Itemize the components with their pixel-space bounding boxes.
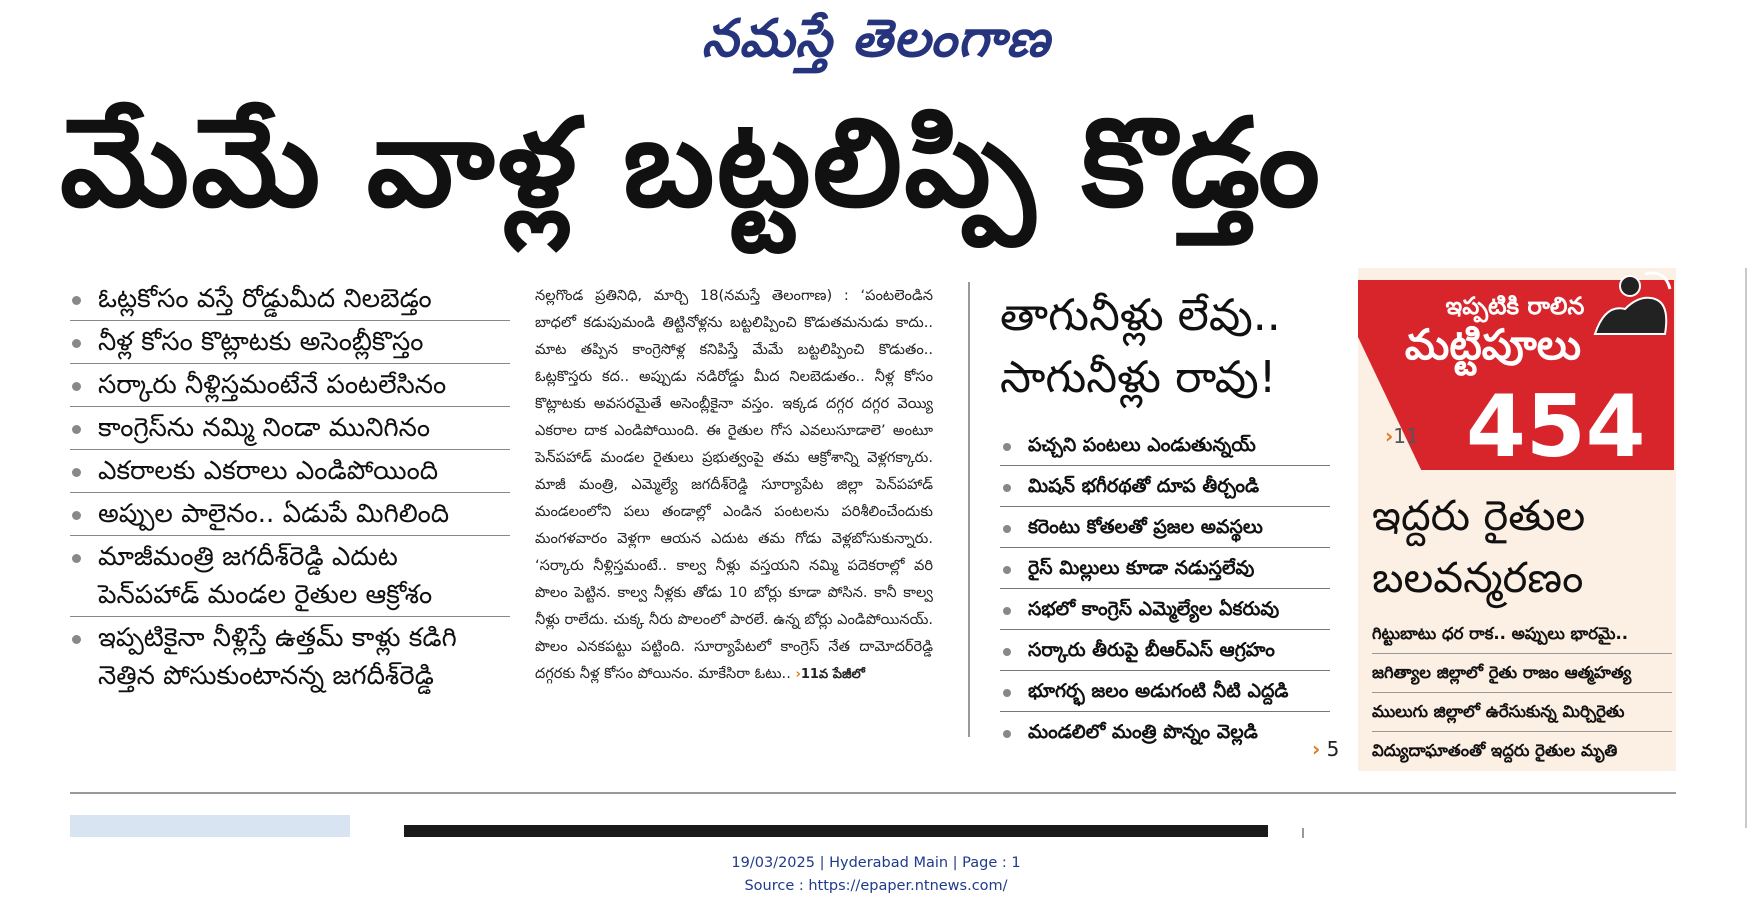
masthead-logo: నమస్తే తెలంగాణ [701, 8, 1051, 69]
page-ref-link[interactable]: › 5 [1312, 737, 1340, 761]
page-footer [0, 852, 1752, 898]
water-story-headline: తాగునీళ్లు లేవు.. సాగునీళ్లు రావు! [1000, 290, 1281, 403]
main-headline: మేమే వాళ్ల బట్టలిప్పి కొడ్తం [60, 92, 1323, 234]
red-banner-title: మట్టిపూలు [1404, 320, 1582, 369]
next-story-block [70, 815, 350, 837]
bullet-item: నీళ్ల కోసం కొట్లాటకు అసెంబ్లీకొస్తం [70, 321, 510, 364]
box-list [1372, 615, 1672, 770]
headline-bullet-list [70, 278, 510, 697]
list-item: ములుగు జిల్లాలో ఉరేసుకున్న మిర్చిరైతు [1372, 693, 1672, 732]
page-edge-divider [1745, 268, 1747, 828]
bullet-item: ఓట్లకోసం వస్తే రోడ్డుమీద నిలబెడ్తం [70, 278, 510, 321]
section-divider [70, 792, 1676, 794]
red-banner-kicker: ఇప్పటికి రాలిన [1445, 292, 1585, 320]
death-count: 454 [1466, 377, 1646, 477]
list-item: గిట్టుబాటు ధర రాక.. అప్పులు భారమై.. [1372, 615, 1672, 654]
box-headline: ఇద్దరు రైతుల బలవన్మరణం [1372, 491, 1586, 602]
next-story-image [404, 825, 1268, 837]
list-item: విద్యుదాఘాతంతో ఇద్దరు రైతుల మృతి [1372, 741, 1618, 760]
bullet-item: కాంగ్రెస్‌ను నమ్మి నిండా మునిగినం [70, 407, 510, 450]
list-item: పచ్చని పంటలు ఎండుతున్నయ్ [1000, 425, 1330, 466]
bullet-item: సర్కారు నీళ్లిస్తమంటేనే పంటలేసినం [70, 364, 510, 407]
list-item: సభలో కాంగ్రెస్ ఎమ్మెల్యేల ఏకరువు [1000, 589, 1330, 630]
bullet-item: అప్పుల పాలైనం.. ఏడుపే మిగిలింది [70, 493, 510, 536]
footer-date-edition: 19/03/2025 | Hyderabad Main | Page : 1 [731, 855, 1021, 871]
list-item: రైస్ మిల్లులు కూడా నడుస్తలేవు [1000, 548, 1330, 589]
bullet-item: ఇప్పటికైనా నీళ్లిస్తే ఉత్తమ్ కాళ్లు కడిగి నెత్తిన పోసుకుంటానన్న జగదీశ్‌రెడ్డి [70, 617, 510, 697]
list-item: భూగర్భ జలం అడుగంటి నీటి ఎద్దడి [1000, 671, 1330, 712]
bullet-item: ఎకరాలకు ఎకరాలు ఎండిపోయింది [70, 450, 510, 493]
continued-link[interactable]: ›11వ పేజీలో [795, 667, 865, 682]
footer-source: Source : https://epaper.ntnews.com/ [744, 878, 1008, 894]
article-body [535, 282, 933, 688]
list-item: మిషన్ భగీరథతో దూప తీర్చండి [1000, 466, 1330, 507]
chevron-right-icon: › [1385, 424, 1394, 448]
list-item: కరెంటు కోతలతో ప్రజల అవస్థలు [1000, 507, 1330, 548]
next-story-headline-cut [1335, 820, 1695, 837]
page-ref-link[interactable]: ›11 [1385, 424, 1419, 448]
article-text: నల్లగొండ ప్రతినిధి, మార్చి 18(నమస్తే తెలంగాణ) : ‘పంటలెండిన బాధలో కడుపుమండి తిట్టినోళ్లను బట్టలిప్పించి కొడుతమనుడు కాదు.. మాట తప్పిన కాంగ్రెసోళ్ల కనిపిస్తే మేమే బట్టలిప్పించి కొడుతం.. ఓట్లకొస్తరు కద.. అప్పుడు నడిరోడ్డు మీద నిలబెడుతం.. నీళ్ల కోసం కొట్లాటకు అవసరమైతే అసెంబ్లీకైనా వస్తం. ఇక్కడ దగ్గర దగ్గర వెయ్యి ఎకరాల దాక ఎండిపోయింది. ఈ రైతుల గోస ఎవలుసూడాలె’ అంటూ పెన్‌పహాడ్ మండల రైతులు ప్రభుత్వంపై తమ ఆక్రోశాన్ని వెళ్లగక్కారు. మాజీ మంత్రి, ఎమ్మెల్యే జగదీశ్‌రెడ్డి సూర్యాపేట జిల్లా పెన్‌పహాడ్ మండలంలోని పలు తండాల్లో ఎండిన పంటలను పరిశీలించేందుకు మంగళవారం వెళ్లగా ఆయన ఎదుట తమ గోడు వెళ్లబోసుకున్నారు. ‘సర్కారు నీళ్లిస్తమంటే.. కాల్వ నీళ్లు వస్తయని నమ్మి పదెకరాల్లో వరి పొలం పెట్టిన. కాల్వ నీళ్లకు తోడు 10 బోర్లు కూడా పోసిన. కానీ కాల్వ నీళ్లు రాలేదు. చుక్క నీరు పొలంలో పారలే. ఉన్న బోర్లు ఎండిపోయినయ్. పొలం ఎనకపట్టు పట్టింది. సూర్యాపేటలో కాంగ్రెస్ నేత దామోదర్‌రెడ్డి దగ్గరకు నీళ్ల కోసం పోయినం. మాకేసిరా ఓటు.. [535, 287, 933, 682]
chevron-right-icon: › [1312, 737, 1321, 761]
bullet-item: మాజీమంత్రి జగదీశ్‌రెడ్డి ఎదుట పెన్‌పహాడ్ మండల రైతుల ఆక్రోశం [70, 536, 510, 617]
water-story-list [1000, 425, 1330, 752]
column-divider [968, 282, 970, 737]
column-divider [1302, 828, 1304, 838]
chevron-right-icon: › [795, 667, 801, 682]
list-item: సర్కారు తీరుపై బీఆర్‌ఎస్ ఆగ్రహం [1000, 630, 1330, 671]
list-item: మండలిలో మంత్రి పొన్నం వెల్లడి [1000, 712, 1330, 752]
list-item: జగిత్యాల జిల్లాలో రైతు రాజం ఆత్మహత్య [1372, 654, 1672, 693]
